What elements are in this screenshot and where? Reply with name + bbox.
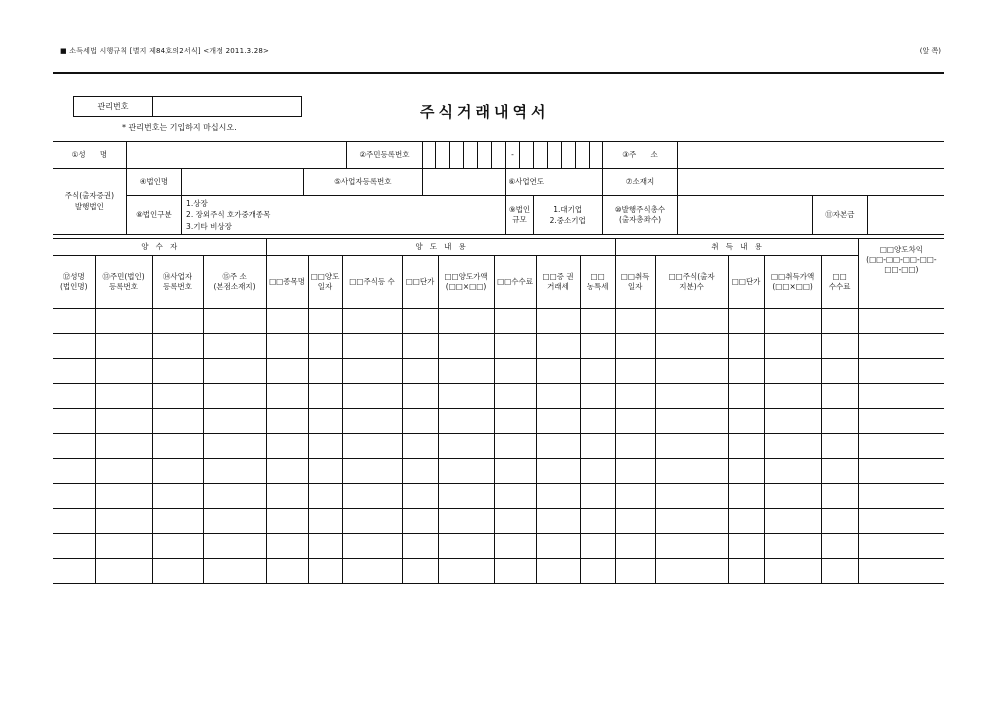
table-cell[interactable] — [580, 409, 615, 434]
info-table — [53, 141, 944, 235]
corp-class-option[interactable]: 2. 장외주식 호가중개종목 — [186, 210, 271, 220]
table-cell[interactable] — [615, 384, 655, 409]
table-cell[interactable] — [266, 384, 308, 409]
table-cell[interactable] — [821, 309, 858, 334]
table-cell[interactable] — [308, 534, 342, 559]
table-cell[interactable] — [342, 509, 402, 534]
table-cell[interactable] — [580, 384, 615, 409]
table-cell[interactable] — [615, 309, 655, 334]
table-cell[interactable] — [203, 484, 266, 509]
col-buyer-name: ⑫성명 (법인명) — [53, 256, 95, 309]
table-cell[interactable] — [494, 534, 536, 559]
col-rural-tax: □□ 농특세 — [580, 256, 615, 309]
corp-class-option[interactable]: 1.상장 — [186, 199, 208, 209]
table-cell[interactable] — [266, 334, 308, 359]
table-cell[interactable] — [308, 484, 342, 509]
table-cell[interactable] — [536, 409, 580, 434]
table-cell[interactable] — [494, 409, 536, 434]
management-number-field[interactable] — [153, 97, 301, 116]
table-cell[interactable] — [402, 559, 438, 584]
table-cell[interactable] — [266, 484, 308, 509]
table-cell[interactable] — [402, 509, 438, 534]
table-cell[interactable] — [821, 384, 858, 409]
table-cell[interactable] — [53, 534, 95, 559]
table-cell[interactable] — [615, 459, 655, 484]
rrn-digit[interactable] — [478, 142, 492, 169]
table-cell[interactable] — [821, 434, 858, 459]
corp-class-options — [182, 196, 506, 235]
table-cell[interactable] — [580, 509, 615, 534]
table-cell[interactable] — [580, 434, 615, 459]
address-field[interactable] — [678, 142, 944, 169]
table-cell[interactable] — [152, 384, 203, 409]
rrn-digit[interactable] — [492, 142, 506, 169]
table-cell[interactable] — [342, 434, 402, 459]
corp-name-label: ④법인명 — [126, 169, 181, 196]
table-cell[interactable] — [266, 534, 308, 559]
table-cell[interactable] — [53, 359, 95, 384]
table-cell[interactable] — [342, 459, 402, 484]
table-cell[interactable] — [821, 409, 858, 434]
table-cell[interactable] — [764, 334, 821, 359]
table-cell[interactable] — [438, 534, 494, 559]
table-row — [53, 334, 944, 359]
table-cell[interactable] — [342, 334, 402, 359]
table-cell[interactable] — [536, 459, 580, 484]
table-cell[interactable] — [580, 534, 615, 559]
regulation-reference: ■ 소득세법 시행규칙 [별지 제84호의2서식] <개정 2011.3.28> — [60, 47, 270, 55]
table-cell[interactable] — [655, 509, 728, 534]
table-cell[interactable] — [152, 434, 203, 459]
table-cell[interactable] — [494, 359, 536, 384]
table-cell[interactable] — [438, 484, 494, 509]
table-cell[interactable] — [536, 559, 580, 584]
table-cell[interactable] — [438, 359, 494, 384]
table-cell[interactable] — [402, 459, 438, 484]
table-cell[interactable] — [764, 384, 821, 409]
table-cell[interactable] — [95, 384, 152, 409]
issuer-label: 주식(출자증권) 발행법인 — [53, 169, 126, 235]
table-cell[interactable] — [308, 509, 342, 534]
table-cell[interactable] — [53, 434, 95, 459]
table-cell[interactable] — [203, 384, 266, 409]
table-cell[interactable] — [858, 334, 944, 359]
table-row — [53, 309, 944, 334]
table-cell[interactable] — [821, 534, 858, 559]
table-cell[interactable] — [438, 559, 494, 584]
table-cell[interactable] — [152, 459, 203, 484]
biz-year-label: ⑥사업연도 — [508, 176, 545, 186]
name-field[interactable] — [126, 142, 346, 169]
table-cell[interactable] — [95, 334, 152, 359]
table-cell[interactable] — [615, 409, 655, 434]
table-cell[interactable] — [655, 384, 728, 409]
table-row — [53, 359, 944, 384]
table-cell[interactable] — [95, 434, 152, 459]
table-cell[interactable] — [402, 484, 438, 509]
table-cell[interactable] — [402, 309, 438, 334]
table-cell[interactable] — [494, 334, 536, 359]
table-cell[interactable] — [655, 334, 728, 359]
table-cell[interactable] — [580, 459, 615, 484]
table-cell[interactable] — [342, 409, 402, 434]
table-cell[interactable] — [615, 334, 655, 359]
table-cell[interactable] — [821, 459, 858, 484]
table-cell[interactable] — [728, 309, 764, 334]
table-cell[interactable] — [203, 509, 266, 534]
total-shares-field[interactable] — [678, 196, 813, 235]
table-cell[interactable] — [308, 409, 342, 434]
table-cell[interactable] — [152, 334, 203, 359]
table-row — [53, 484, 944, 509]
table-cell[interactable] — [494, 484, 536, 509]
table-cell[interactable] — [494, 459, 536, 484]
table-cell[interactable] — [438, 309, 494, 334]
rrn-digit[interactable] — [575, 142, 589, 169]
management-number-note: * 관리번호는 기입하지 마십시오. — [122, 123, 237, 132]
table-cell[interactable] — [858, 409, 944, 434]
col-securities-tax: □□증 권 거래세 — [536, 256, 580, 309]
table-cell[interactable] — [655, 559, 728, 584]
table-cell[interactable] — [858, 309, 944, 334]
rrn-dash: - — [506, 142, 519, 169]
corp-size-options — [533, 196, 602, 235]
table-cell[interactable] — [438, 384, 494, 409]
table-cell[interactable] — [308, 459, 342, 484]
page-title: 주식거래내역서 — [420, 103, 550, 121]
table-cell[interactable] — [728, 359, 764, 384]
table-cell[interactable] — [402, 534, 438, 559]
table-cell[interactable] — [95, 359, 152, 384]
table-cell[interactable] — [821, 509, 858, 534]
table-cell[interactable] — [536, 384, 580, 409]
table-cell[interactable] — [53, 459, 95, 484]
table-cell[interactable] — [615, 509, 655, 534]
table-cell[interactable] — [342, 559, 402, 584]
table-cell[interactable] — [438, 334, 494, 359]
table-cell[interactable] — [580, 309, 615, 334]
col-unit-price: □□단가 — [402, 256, 438, 309]
table-cell[interactable] — [152, 484, 203, 509]
table-cell[interactable] — [95, 409, 152, 434]
table-cell[interactable] — [858, 359, 944, 384]
corp-class-option[interactable]: 3.기타 비상장 — [186, 221, 232, 231]
trade-rows — [53, 309, 944, 584]
table-cell[interactable] — [728, 334, 764, 359]
table-cell[interactable] — [858, 484, 944, 509]
col-gain: □□양도차익 (□□-□□-□□-□□-□□-□□) — [858, 239, 944, 309]
table-cell[interactable] — [438, 409, 494, 434]
table-cell[interactable] — [95, 484, 152, 509]
table-cell[interactable] — [203, 334, 266, 359]
table-cell[interactable] — [536, 309, 580, 334]
table-cell[interactable] — [536, 534, 580, 559]
table-cell[interactable] — [402, 359, 438, 384]
col-buyer-id: ⑬주민(법인) 등록번호 — [95, 256, 152, 309]
management-number-box — [73, 96, 302, 117]
management-number-label: 관리번호 — [74, 97, 153, 116]
location-field[interactable] — [678, 169, 944, 196]
table-cell[interactable] — [95, 534, 152, 559]
table-cell[interactable] — [655, 309, 728, 334]
table-cell[interactable] — [764, 509, 821, 534]
table-cell[interactable] — [615, 559, 655, 584]
table-cell[interactable] — [494, 309, 536, 334]
table-cell[interactable] — [655, 359, 728, 384]
rrn-digit[interactable] — [547, 142, 561, 169]
table-cell[interactable] — [764, 459, 821, 484]
table-cell[interactable] — [728, 559, 764, 584]
table-cell[interactable] — [615, 534, 655, 559]
page-side-label: (앞 쪽) — [919, 47, 941, 55]
col-acq-amount: □□취득가액 (□□×□□) — [764, 256, 821, 309]
table-cell[interactable] — [342, 484, 402, 509]
table-cell[interactable] — [764, 484, 821, 509]
name-label: ①성 명 — [53, 142, 126, 169]
table-cell[interactable] — [536, 359, 580, 384]
table-row — [53, 434, 944, 459]
table-cell[interactable] — [536, 484, 580, 509]
table-cell[interactable] — [728, 459, 764, 484]
table-cell[interactable] — [53, 559, 95, 584]
table-cell[interactable] — [266, 434, 308, 459]
table-cell[interactable] — [342, 309, 402, 334]
table-row — [53, 409, 944, 434]
col-acq-price: □□단가 — [728, 256, 764, 309]
table-cell[interactable] — [402, 334, 438, 359]
table-cell[interactable] — [764, 359, 821, 384]
group-transfer: 양 도 내 용 — [266, 239, 615, 256]
table-cell[interactable] — [342, 534, 402, 559]
table-cell[interactable] — [494, 509, 536, 534]
table-row — [53, 384, 944, 409]
table-cell[interactable] — [655, 434, 728, 459]
table-cell[interactable] — [764, 559, 821, 584]
table-cell[interactable] — [203, 559, 266, 584]
table-cell[interactable] — [438, 509, 494, 534]
corp-size-label: ⑨법인규모 — [506, 196, 533, 235]
corp-name-field[interactable] — [182, 169, 304, 196]
table-cell[interactable] — [308, 309, 342, 334]
table-cell[interactable] — [858, 509, 944, 534]
table-cell[interactable] — [728, 409, 764, 434]
table-cell[interactable] — [342, 384, 402, 409]
table-cell[interactable] — [438, 459, 494, 484]
table-cell[interactable] — [580, 559, 615, 584]
table-cell[interactable] — [858, 434, 944, 459]
table-cell[interactable] — [494, 384, 536, 409]
col-transfer-date: □□양도 일자 — [308, 256, 342, 309]
table-cell[interactable] — [764, 409, 821, 434]
table-cell[interactable] — [728, 434, 764, 459]
table-cell[interactable] — [53, 509, 95, 534]
col-buyer-addr: ⑮주 소 (본점소재지) — [203, 256, 266, 309]
table-cell[interactable] — [152, 409, 203, 434]
table-cell[interactable] — [203, 309, 266, 334]
corp-class-label: ⑧법인구분 — [126, 196, 181, 235]
table-cell[interactable] — [655, 534, 728, 559]
table-cell[interactable] — [402, 409, 438, 434]
table-cell[interactable] — [342, 359, 402, 384]
rrn-digit[interactable] — [436, 142, 450, 169]
table-cell[interactable] — [858, 384, 944, 409]
table-cell[interactable] — [308, 384, 342, 409]
table-cell[interactable] — [266, 409, 308, 434]
table-cell[interactable] — [203, 359, 266, 384]
table-cell[interactable] — [615, 434, 655, 459]
rrn-label: ②주민등록번호 — [346, 142, 422, 169]
table-cell[interactable] — [152, 534, 203, 559]
table-cell[interactable] — [821, 484, 858, 509]
rrn-digit[interactable] — [423, 142, 436, 169]
table-cell[interactable] — [266, 309, 308, 334]
rrn-digit[interactable] — [464, 142, 478, 169]
top-rule — [53, 72, 944, 74]
table-cell[interactable] — [203, 534, 266, 559]
table-cell[interactable] — [152, 509, 203, 534]
group-acquire: 취 득 내 용 — [615, 239, 858, 256]
table-cell[interactable] — [203, 459, 266, 484]
table-cell[interactable] — [266, 559, 308, 584]
biz-year-label-cell — [506, 169, 602, 196]
table-row — [53, 559, 944, 584]
table-cell[interactable] — [95, 559, 152, 584]
table-row — [53, 534, 944, 559]
table-cell[interactable] — [655, 409, 728, 434]
table-cell[interactable] — [95, 459, 152, 484]
col-acq-commission: □□ 수수료 — [821, 256, 858, 309]
table-cell[interactable] — [95, 509, 152, 534]
col-acq-shares: □□주식(출자 지분)수 — [655, 256, 728, 309]
table-cell[interactable] — [53, 384, 95, 409]
address-label: ③주 소 — [602, 142, 677, 169]
col-acq-date: □□취득 일자 — [615, 256, 655, 309]
capital-label: ⑪자본금 — [812, 196, 867, 235]
table-cell[interactable] — [728, 534, 764, 559]
table-cell[interactable] — [821, 559, 858, 584]
table-cell[interactable] — [308, 359, 342, 384]
table-cell[interactable] — [152, 559, 203, 584]
table-cell[interactable] — [536, 509, 580, 534]
table-cell[interactable] — [821, 334, 858, 359]
table-cell[interactable] — [655, 459, 728, 484]
table-cell[interactable] — [728, 484, 764, 509]
corp-size-option[interactable]: 2.중소기업 — [549, 216, 586, 225]
total-shares-label: ⑩발행주식총수 (출자총좌수) — [602, 196, 677, 235]
table-cell[interactable] — [615, 359, 655, 384]
table-cell[interactable] — [53, 484, 95, 509]
table-cell[interactable] — [494, 559, 536, 584]
table-cell[interactable] — [494, 434, 536, 459]
rrn-digit[interactable] — [561, 142, 575, 169]
capital-field[interactable] — [868, 196, 944, 235]
table-cell[interactable] — [308, 334, 342, 359]
table-cell[interactable] — [402, 434, 438, 459]
table-cell[interactable] — [764, 309, 821, 334]
table-cell[interactable] — [821, 359, 858, 384]
location-label: ⑦소재지 — [602, 169, 677, 196]
col-share-count: □□주식등 수 — [342, 256, 402, 309]
rrn-digit[interactable] — [589, 142, 602, 169]
rrn-digit[interactable] — [519, 142, 533, 169]
rrn-digit[interactable] — [533, 142, 547, 169]
group-buyer: 양 수 자 — [53, 239, 266, 256]
table-cell[interactable] — [203, 434, 266, 459]
table-cell[interactable] — [764, 434, 821, 459]
table-cell[interactable] — [438, 434, 494, 459]
table-row — [53, 509, 944, 534]
table-cell[interactable] — [266, 509, 308, 534]
table-cell[interactable] — [858, 459, 944, 484]
col-commission: □□수수료 — [494, 256, 536, 309]
table-cell[interactable] — [53, 309, 95, 334]
table-cell[interactable] — [53, 409, 95, 434]
trade-table — [53, 238, 944, 584]
table-cell[interactable] — [536, 334, 580, 359]
table-cell[interactable] — [536, 434, 580, 459]
table-cell[interactable] — [152, 309, 203, 334]
table-cell[interactable] — [152, 359, 203, 384]
table-cell[interactable] — [615, 484, 655, 509]
col-buyer-biz: ⑭사업자 등록번호 — [152, 256, 203, 309]
col-transfer-amount: □□양도가액 (□□×□□) — [438, 256, 494, 309]
corp-size-option[interactable]: 1.대기업 — [553, 204, 583, 214]
table-cell[interactable] — [95, 309, 152, 334]
rrn-digit[interactable] — [450, 142, 464, 169]
table-cell[interactable] — [203, 409, 266, 434]
table-cell[interactable] — [266, 459, 308, 484]
table-cell[interactable] — [308, 434, 342, 459]
biz-reg-label: ⑤사업자등록번호 — [303, 169, 423, 196]
table-cell[interactable] — [53, 334, 95, 359]
table-cell[interactable] — [764, 534, 821, 559]
biz-reg-field[interactable] — [423, 169, 506, 196]
col-stock-name: □□종목명 — [266, 256, 308, 309]
table-cell[interactable] — [308, 559, 342, 584]
table-cell[interactable] — [728, 384, 764, 409]
table-cell[interactable] — [655, 484, 728, 509]
table-cell[interactable] — [858, 559, 944, 584]
table-cell[interactable] — [580, 334, 615, 359]
table-cell[interactable] — [580, 484, 615, 509]
table-cell[interactable] — [580, 359, 615, 384]
table-cell[interactable] — [402, 384, 438, 409]
table-cell[interactable] — [266, 359, 308, 384]
table-cell[interactable] — [728, 509, 764, 534]
table-row — [53, 459, 944, 484]
table-cell[interactable] — [858, 534, 944, 559]
